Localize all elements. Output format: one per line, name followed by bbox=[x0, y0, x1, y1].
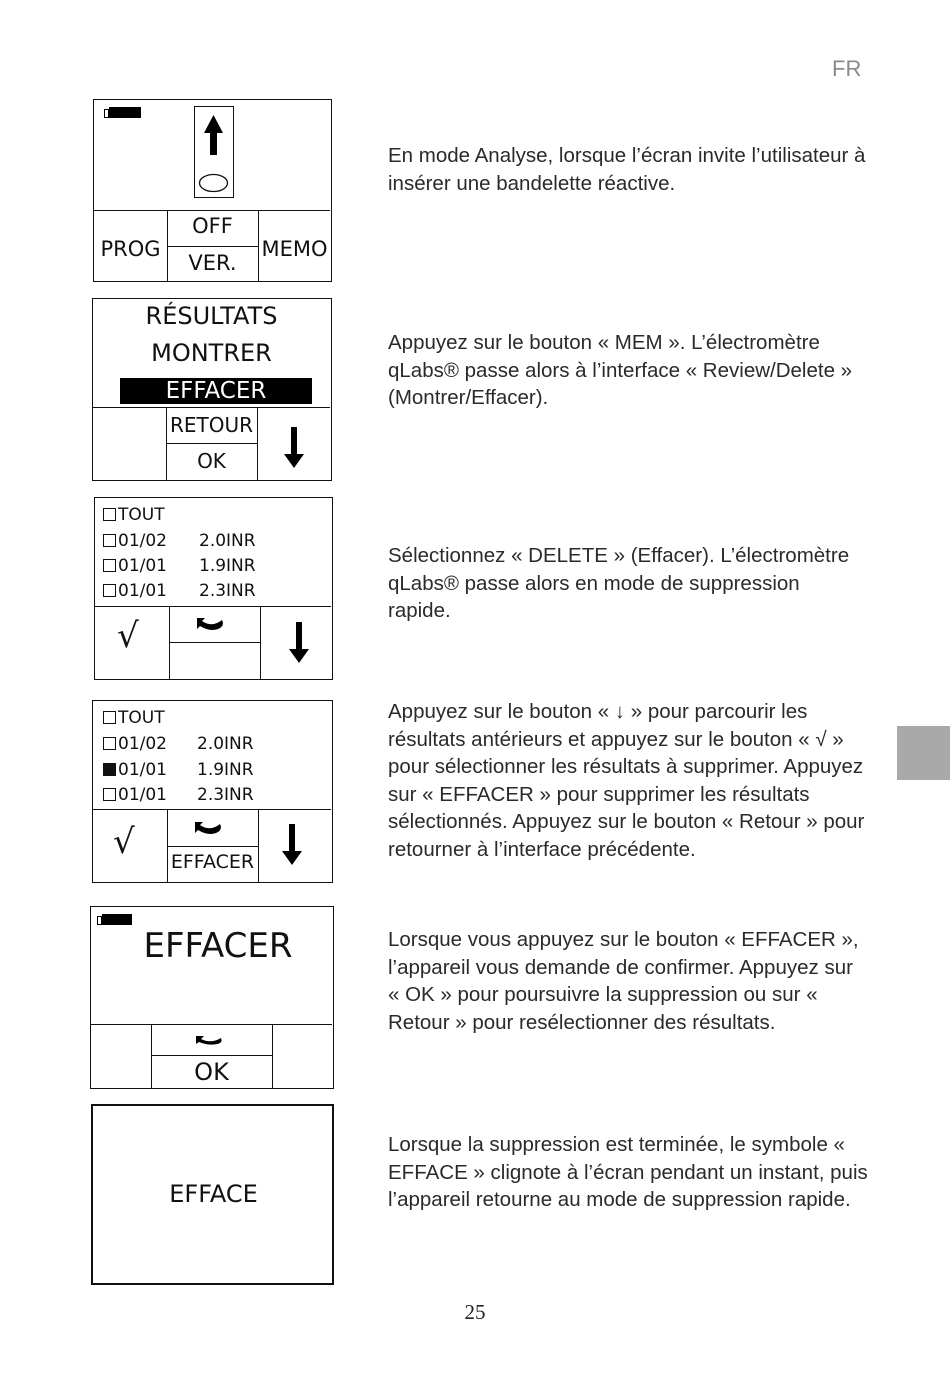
checkbox-icon bbox=[103, 534, 116, 547]
step-5-text: Lorsque vous appuyez sur le bouton « EFFACER », l’appareil vous demande de confirmer. Appuyez sur « OK » pour poursuivre la suppression ou sur « Retour » pour resélectionner des résultats. bbox=[388, 928, 859, 1034]
menu-item-resultats: RÉSULTATS bbox=[145, 302, 278, 330]
checkbox-icon bbox=[103, 737, 116, 750]
language-label: FR bbox=[832, 56, 862, 81]
test-strip-icon bbox=[194, 106, 234, 198]
battery-icon bbox=[102, 914, 132, 925]
screen-deleted bbox=[91, 1104, 334, 1285]
effacer-label: EFFACER bbox=[170, 851, 255, 873]
checkbox-icon bbox=[103, 559, 116, 572]
list-item-value: 1.9INR bbox=[197, 760, 254, 780]
list-item-value: 2.0INR bbox=[197, 734, 254, 754]
checkbox-icon bbox=[103, 788, 116, 801]
checkbox-icon bbox=[103, 508, 116, 521]
list-item-value: 2.3INR bbox=[199, 581, 256, 601]
checkbox-icon bbox=[103, 584, 116, 597]
checkbox-icon bbox=[103, 711, 116, 724]
list-item-value: 2.3INR bbox=[197, 785, 254, 805]
checkbox-checked-icon bbox=[103, 763, 116, 776]
step-4-text: Appuyez sur le bouton « ↓ » pour parcourir les résultats antérieurs et appuyez sur le bouton « √ » pour sélectionner les résultats à supprimer. Appuyez sur « EFFACER » pour supprimer les résultats sélectionnés. Appuyez sur le bouton « Retour » pour retourner à l’interface précédente. bbox=[388, 700, 865, 861]
prog-label: PROG bbox=[100, 237, 161, 261]
list-item: 01/01 bbox=[103, 556, 167, 576]
list-item: 01/01 bbox=[103, 581, 167, 601]
list-item-value: 1.9INR bbox=[199, 556, 256, 576]
list-item: 01/01 bbox=[103, 785, 167, 805]
list-item-selected: 01/01 bbox=[103, 760, 167, 780]
section-tab bbox=[897, 726, 950, 780]
screen-review-delete bbox=[92, 298, 332, 481]
menu-item-montrer: MONTRER bbox=[151, 339, 272, 367]
list-item: TOUT bbox=[103, 708, 165, 728]
step-3-text: Sélectionnez « DELETE » (Effacer). L’électromètre qLabs® passe alors en mode de suppression rapide. bbox=[388, 544, 850, 622]
return-icon bbox=[192, 818, 228, 838]
ver-label: VER. bbox=[188, 251, 237, 275]
deleted-message: EFFACE bbox=[169, 1180, 258, 1208]
check-icon: √ bbox=[113, 822, 135, 862]
list-item: 01/02 bbox=[103, 531, 167, 551]
return-icon bbox=[193, 1030, 229, 1050]
confirm-title: EFFACER bbox=[143, 926, 293, 966]
step-2-text: Appuyez sur le bouton « MEM ». L’électromètre qLabs® passe alors à l’interface « Review/Delete » (Montrer/Effacer). bbox=[388, 331, 853, 409]
off-label: OFF bbox=[192, 214, 233, 238]
retour-label: RETOUR bbox=[169, 413, 254, 437]
screen-quick-delete bbox=[94, 497, 333, 680]
ok-label: OK bbox=[197, 449, 226, 473]
arrow-down-icon bbox=[281, 427, 307, 469]
step-1-text: En mode Analyse, lorsque l’écran invite l’utilisateur à insérer une bandelette réactive. bbox=[388, 144, 866, 195]
battery-icon bbox=[109, 107, 141, 118]
check-icon: √ bbox=[117, 616, 139, 656]
arrow-down-icon bbox=[279, 824, 305, 866]
screen-insert-strip bbox=[93, 99, 332, 282]
menu-item-effacer-selected: EFFACER bbox=[120, 378, 312, 404]
list-item: TOUT bbox=[103, 505, 165, 525]
screen-confirm-delete bbox=[90, 906, 334, 1089]
page-number: 25 bbox=[464, 1300, 486, 1324]
ok-label: OK bbox=[194, 1058, 229, 1086]
list-item: 01/02 bbox=[103, 734, 167, 754]
list-item-value: 2.0INR bbox=[199, 531, 256, 551]
memo-label: MEMO bbox=[261, 237, 328, 261]
arrow-down-icon bbox=[286, 622, 312, 664]
screen-select-results bbox=[92, 700, 333, 883]
return-icon bbox=[194, 614, 230, 634]
step-6-text: Lorsque la suppression est terminée, le symbole « EFFACE » clignote à l’écran pendant un instant, puis l’appareil retourne au mode de suppression rapide. bbox=[388, 1133, 868, 1211]
